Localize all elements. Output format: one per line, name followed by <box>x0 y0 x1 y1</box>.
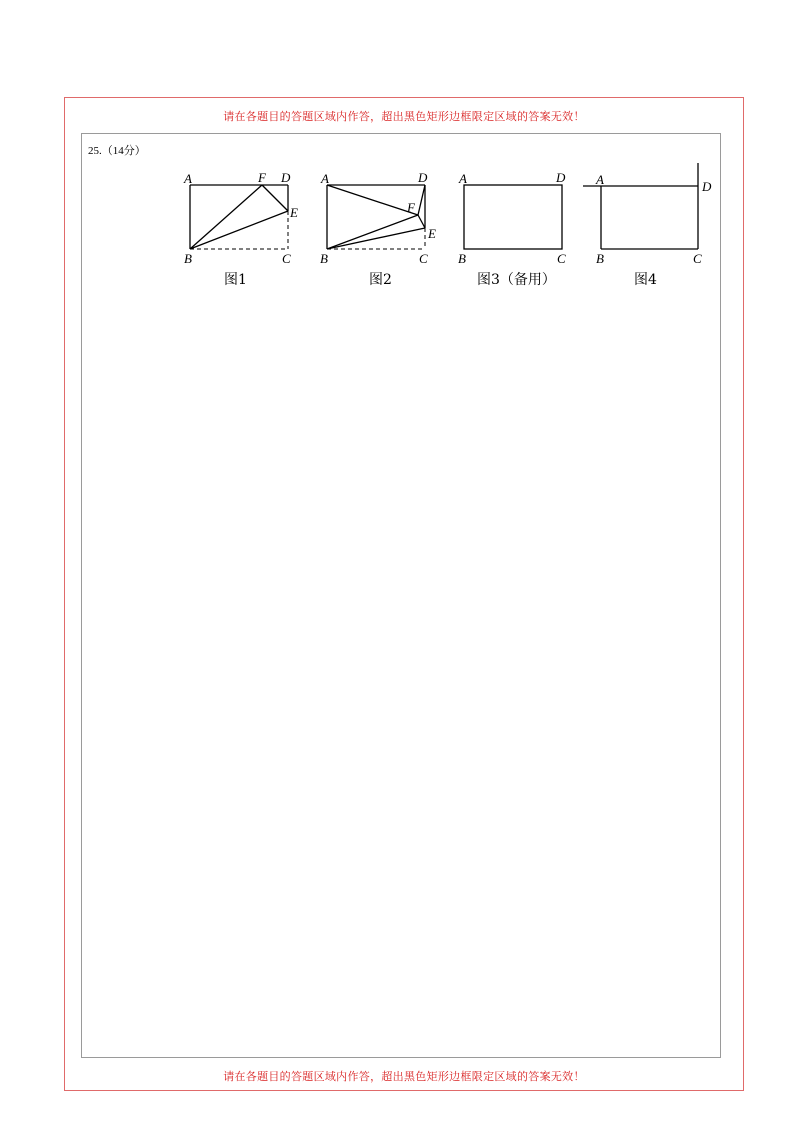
fig2-label-A: A <box>321 171 329 186</box>
fig2-label-D: D <box>418 170 428 185</box>
fig3-rectangle-ABCD <box>464 185 562 249</box>
fig1-label-B: B <box>184 251 192 266</box>
notice-bottom: 请在各题目的答题区域内作答，超出黑色矩形边框限定区域的答案无效！ <box>223 1070 585 1083</box>
fig2-caption: 图2 <box>369 272 392 288</box>
fig1-label-F: F <box>258 170 266 185</box>
fig4-caption: 图4 <box>634 272 657 288</box>
fig2-label-C: C <box>419 251 428 266</box>
fig2-label-F: F <box>407 200 415 215</box>
fig1-label-E: E <box>290 205 298 220</box>
fig1-caption: 图1 <box>224 272 247 288</box>
fig3-label-C: C <box>557 251 566 266</box>
figure-1 <box>183 170 298 288</box>
fig2-seg-AF <box>327 185 418 215</box>
fig3-caption: 图3（备用） <box>477 272 556 288</box>
notice-top: 请在各题目的答题区域内作答，超出黑色矩形边框限定区域的答案无效！ <box>223 110 585 123</box>
fig1-seg-FE <box>262 185 288 211</box>
fig1-label-C: C <box>282 251 291 266</box>
fig1-seg-BF <box>190 185 262 249</box>
fig4-label-A: A <box>596 172 604 187</box>
fig1-seg-BE <box>190 211 288 249</box>
fig2-seg-DF <box>418 185 425 215</box>
fig2-seg-FE <box>418 215 425 228</box>
fig4-label-D: D <box>702 179 712 194</box>
fig4-label-C: C <box>693 251 702 266</box>
fig3-label-A: A <box>459 171 467 186</box>
fig1-label-D: D <box>281 170 291 185</box>
figure-2 <box>320 170 436 288</box>
fig4-label-B: B <box>596 251 604 266</box>
fig3-label-D: D <box>556 170 566 185</box>
fig2-label-E: E <box>428 226 436 241</box>
fig3-label-B: B <box>458 251 466 266</box>
question-number: 25.（14分） <box>88 145 146 157</box>
figure-3 <box>458 170 566 288</box>
fig2-label-B: B <box>320 251 328 266</box>
fig1-label-A: A <box>184 171 192 186</box>
figure-4 <box>583 163 712 288</box>
geometry-figures <box>0 0 800 320</box>
